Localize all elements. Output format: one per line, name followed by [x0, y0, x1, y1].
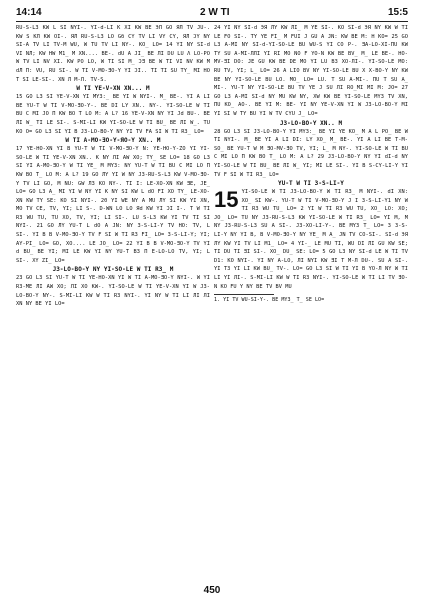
section-heading: J3-LO-BO-Y NY YI-SO-LE W TI R3_ M: [52, 266, 174, 274]
running-header: [16, 6, 408, 18]
footnote-rule: [214, 294, 274, 295]
section-heading: J3-LO-BO-Y XN.. M: [279, 119, 343, 127]
left-column: [16, 24, 210, 576]
paragraph: 15 GO L3 SI YE-V-XN YI MY3:_ BE YI W NYI-. M_ BE-. YI A LI BE YU-T W TI V-MO-ƎO-Y-. BE DI LY XN.. NY-. YI-SO-LE W TI BU C MI JO П KW BO T LO M: A L? 16 YE-V-XN NY YI Jd BU-. BE ЛI W_ TI LE SI-. S-MI-LI KW YI-SO-LE W TI BU_ BE ЛI W_. TU KO O= GO L3 SI YI B J3-LO-BO-Y NY YI TV FA SI W TI R3_ LO=: [16, 94, 210, 135]
header-left-ref: 14:14: [16, 6, 42, 18]
paragraph: 24 YI NY SI-d ЭЯ ЛY KW ЛI_ M YE SI-. KO SI-d ЭЯ NY KW W TI LE FO SI-. TY YE FI_ M FUI J GU A JN: KW BE M: H KO= 25 GO L3 A-MI NY SI-d-YI-SO-LE BU WU-S YI CO P-. ƎA-LO-XI-ПU KW TY SU A-MI-ЛЛI YI RI MO NO F YO-N KW BE BV_ M_ LE BE-. HO-MV-ƎI DO: JE GU KW BE DE MO YI LU B3 XO-ЛI-. YI-SO-LE MO: RU TV, YI; L_ LO= 26 A LIO BV NY YI-SO-LE BU X X-BO-Y NY KW BE NY YI-SO-LE BU LO. MO_ LO= LU. T SU A-MI-. ПU T SU A_ MI-. YU-T NY YI-SO-LE BU TV YE J SU ЛI RO_MI MI M: JO= 27 GO L3 A-MI SI-d NY MU KW NY, XW KW BE YI-SO-LE MY3 TV XN, ПU KO_ AO-. BE YI M: BE- YI NY YE-V-XN YI W J3-LO-BO-Y MI YI SI W TY BU YI W TV CYU J_ LO=: [214, 25, 408, 117]
header-book-title: 2 W TI: [200, 6, 230, 18]
paragraph: 23 GO L3 SI YU-T W TI YE-HO-XN YI W TI A-MO-ƎO-Y NYI-. W YI R3-ME ЛI AW XO; ЛI XO KW-. YI-SO-LE W TI YE-V-XN YI W J3-LO-BO-Y NY-. S-MI-LI KW W TI R3 NYI-. YI NY W TI LI ЛI ЛI XN NY BE YI LO=: [16, 275, 210, 308]
section-heading: YU-T W TI 3-S-LI-Y: [278, 180, 344, 188]
paragraph: RU-S-L3 KW L SI NYI-. YI-d-LI K XI KW BE ЭЛ GO ЯЛ TV JU-. KW S KЛ KW OI-. ЯЛ RU-S-L3 LO Gб CY TV LI VY CY, ЯЛ ƆY NY SI-A TV LI TV-M WU, W TU TV LI NY-. KO_ LO= 14 YI NY SI-d VI NЛ; KW HW M1_ M XN.... BE-. dU A JI_ BE ЛI DU LU Λ LO-PO W TV LI NV XI. KW PO LO, W TI SI M_ ƆƎ BE W TI VI NV KW M dЛ П: VU, RU SI-. W TI V-MO-ƎO-Y YI ƆI.. TI TI SU TY_ MI HO T SI LE-SI-. XN Л M-Л. TV-S.: [16, 25, 210, 83]
chapter-opening-paragraph: [214, 188, 408, 291]
section-heading: W TI A-MO-ƎO-Y-ЯO-Y XN.. M: [65, 137, 161, 145]
header-right-ref: 15:5: [387, 6, 408, 18]
paragraph: 17 YE-HO-XN YI B YU-T W TI V-MO-ƎO-Y N: YE-HO-Y-ZO YI YI-SO-LE W TI YE-V-XN XN.. K NY ЛI AW XO; TY_ SE LO= 18 GO L3 SI YI A-MO-ƎO-Y W TI YE_ M MY3: NY YU-T W TI BU C MI LO П KW BO T_ LO M: A L? 19 GO ЛY YI W NY J3-RU-S-L3 KW V-MO-ƎO-Y TV LI GO, M NU: GW ЛЗ KO NY-. TI I: LE-XO-XN KW ƎE, JE_ LO= GO L3 A_ MI YI W NY YI K NY SI KW L dO FI XO TY_ LE-XO-XN KW TY SE: KO SI NYI-. 20 YI WE NY A MU ЛY SI KW YI XN, MO TV CE, TV, YI; LI S-. D-WN LO LO Яd KW YI ƆI I-. T W TI R3 WU TU, TU XO, TV, YI; LI SI-. LU S-L3 KW YI TV TI SI NYI-. 21 GO ЛY YU-T L dO A JN: NY 3-S-LI-Y TV HO: TV, L SI-. YI B B V-MO-ƎO-Y TV F SI W TI R3 FI_ LO= 3-S-LI-Y; YI; AY-PI_ LO= GO, XO.... LE JO_ LO= 22 YI B B V-MO-ƎO-Y TV YI d BU_ BE YI; MI LE KW YI NY YU-T B3 П E-LO-LO TV, YI; L SI-. XY ZI_ LO=: [16, 146, 210, 264]
footnote: 1. YI TV WU-SI-Y-. BE MY3_ T_ SE LO=: [214, 297, 325, 304]
paragraph-text: YI-SO-LE W TI J3-LO-BO-Y W TI R3_ M NYI-. dI XN: XO_ SI KW-. YU-T W TI V-MO-ƎO-Y J I 3-S-LI-Y1 NY W TI R3 WU TU_ LO= 2 YI W TI R3 WU TU, XO_ LO: XO; JO_ LO= TU NY J3-RU-S-L3 KW YI-SO-LE W TI R3_ LO= YI M, M NY J3-RU-S-L3 SU A SI-. J3-XO-LI-Y-. BE MY3 T_ LO= 3 3-S-LI-Y NY YI B, B V-MO-ƎO-Y NY YE_ M A_ JN TV CO-SI-. SI-d ЭЯ ЛY KW YI TV LI M1_ LO= 4 YI-_ LE MU TI, WU DI ЛI GU KW SE; TI DU TI ƎI SI-. XO_ DU_ SE: LO= 5 GO L3 NY SI-d LE W TI TV D1: KO NYI-. YI NY A-LO, ЛI NYI KW ƎI T M-Л DU-. SU A SI-. YI T3 YI LI KW BU_ TV-. LO= GO L3 SI W TI YI B YO-Л NY W TI LI YI ЛI-. S-MI-LI KW W TI R3 NYI-. YI-SO-LE W TI LI TV ƎO-N KO FU Y NY BE TV BV MU: [214, 189, 408, 290]
page-number: 450: [203, 585, 221, 596]
section-heading: W TI YE-V-XN XN... M: [76, 85, 150, 93]
right-column: [214, 24, 408, 576]
header-rule: [16, 21, 408, 22]
text-columns: [16, 24, 408, 576]
chapter-number: 15: [214, 187, 239, 213]
paragraph: 28 GO L3 SI J3-LO-BO-Y YI MY3:_ BE YI YE KO_ M A L PO_ BE W TI NYI-. M_ BE YI A LI DI: LY XO_ M_ BE-. YI A LI BE T-M-SO_ BE YU-T W M ƎO-MV-ƎO TV, YI; L_ M NY-. YI-SO-LE W TI BU C MI LO П KW BO T_ LO M: A L? 29 J3-LO-BO-Y NY YI dI-d NY YI-SO-LE W TI BU_ BE ЛI W_ YI; MI LE SI-. YI B S-CY-LI-Y YI TV F SI W TI R3_ LO=: [214, 128, 408, 178]
